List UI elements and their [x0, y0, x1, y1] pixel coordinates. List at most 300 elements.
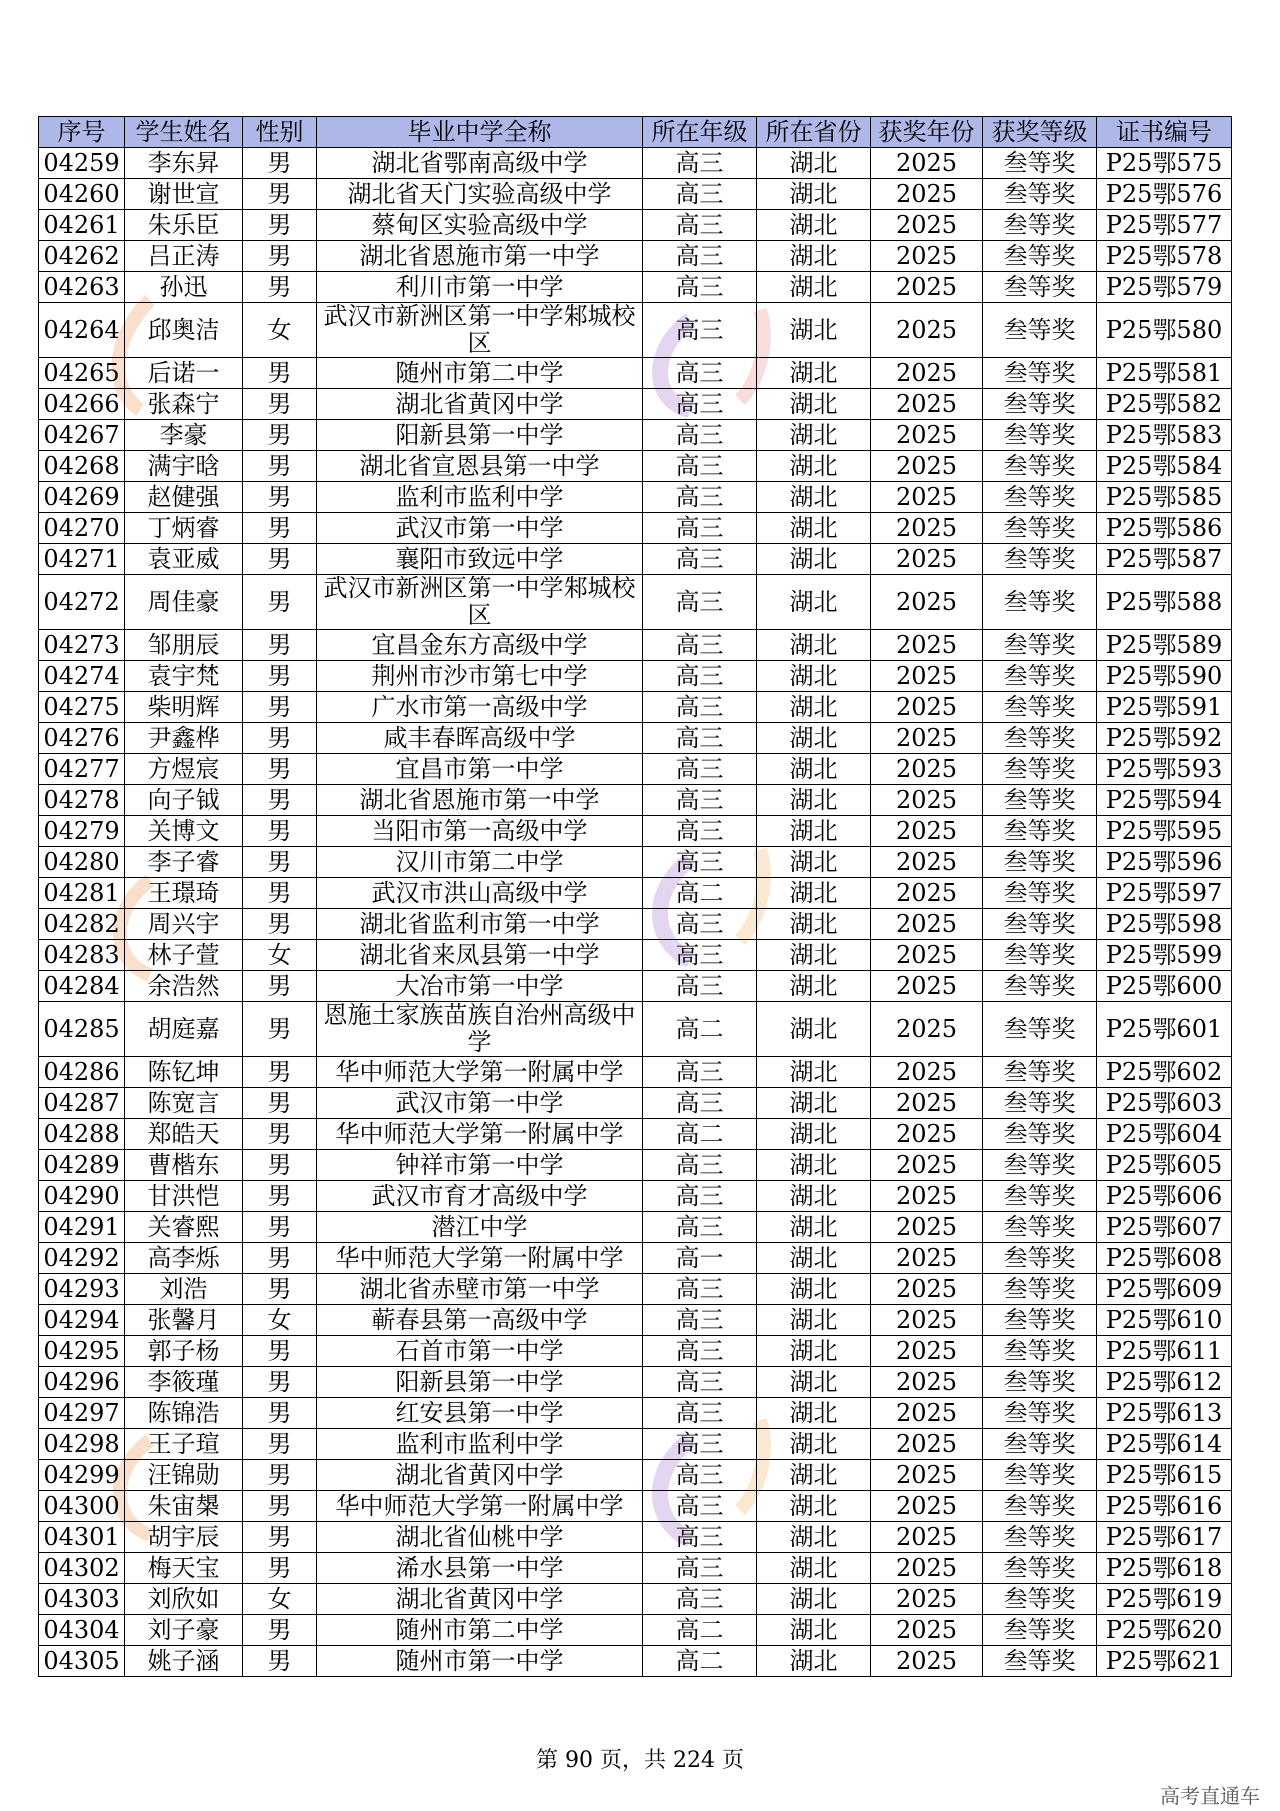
table-cell: 男 [243, 1522, 317, 1553]
table-cell: 高三 [643, 630, 757, 661]
table-cell: 监利市监利中学 [317, 482, 643, 513]
table-cell: 孙迅 [125, 272, 243, 303]
table-row [39, 1584, 1232, 1615]
table-cell: P25鄂586 [1097, 513, 1232, 544]
table-cell: P25鄂579 [1097, 272, 1232, 303]
table-cell: 高三 [643, 971, 757, 1002]
table-cell: 04279 [39, 816, 125, 847]
table-cell: 湖北 [757, 241, 871, 272]
table-cell: P25鄂598 [1097, 909, 1232, 940]
table-cell: 武汉市第一中学 [317, 513, 643, 544]
table-cell: 2025 [871, 971, 983, 1002]
table-cell: P25鄂581 [1097, 358, 1232, 389]
table-row [39, 1305, 1232, 1336]
table-cell: 湖北 [757, 451, 871, 482]
table-cell: P25鄂605 [1097, 1150, 1232, 1181]
table-cell: 男 [243, 1119, 317, 1150]
table-cell: P25鄂592 [1097, 723, 1232, 754]
table-cell: 04292 [39, 1243, 125, 1274]
table-cell: 04299 [39, 1460, 125, 1491]
table-cell: 2025 [871, 1243, 983, 1274]
table-row [39, 1181, 1232, 1212]
table-cell: 叁等奖 [983, 1150, 1097, 1181]
table-cell: P25鄂609 [1097, 1274, 1232, 1305]
table-cell: 叁等奖 [983, 909, 1097, 940]
table-row [39, 1002, 1232, 1057]
table-cell: 04270 [39, 513, 125, 544]
table-cell: 湖北 [757, 1088, 871, 1119]
table-cell: 叁等奖 [983, 630, 1097, 661]
table-cell: 2025 [871, 661, 983, 692]
table-cell: P25鄂607 [1097, 1212, 1232, 1243]
table-cell: 湖北 [757, 816, 871, 847]
table-cell: 湖北 [757, 1553, 871, 1584]
table-cell: 男 [243, 1181, 317, 1212]
table-cell: 04282 [39, 909, 125, 940]
table-cell: 高二 [643, 1646, 757, 1677]
column-header: 证书编号 [1097, 117, 1232, 148]
table-cell: 04296 [39, 1367, 125, 1398]
table-cell: 2025 [871, 272, 983, 303]
table-cell: P25鄂577 [1097, 210, 1232, 241]
table-cell: 04293 [39, 1274, 125, 1305]
table-cell: 04267 [39, 420, 125, 451]
column-header: 获奖年份 [871, 117, 983, 148]
table-row [39, 148, 1232, 179]
table-cell: 2025 [871, 692, 983, 723]
table-cell: 湖北 [757, 661, 871, 692]
table-cell: 高三 [643, 692, 757, 723]
table-cell: 04287 [39, 1088, 125, 1119]
table-cell: P25鄂593 [1097, 754, 1232, 785]
table-cell: 叁等奖 [983, 1057, 1097, 1088]
table-cell: 2025 [871, 1553, 983, 1584]
table-cell: 高三 [643, 1367, 757, 1398]
table-cell: 04274 [39, 661, 125, 692]
table-row [39, 1212, 1232, 1243]
table-cell: 04277 [39, 754, 125, 785]
table-row [39, 1491, 1232, 1522]
table-cell: 叁等奖 [983, 241, 1097, 272]
table-cell: 高三 [643, 754, 757, 785]
table-cell: 胡宇辰 [125, 1522, 243, 1553]
table-cell: 湖北 [757, 1057, 871, 1088]
table-cell: 赵健强 [125, 482, 243, 513]
table-cell: 湖北 [757, 210, 871, 241]
table-cell: P25鄂575 [1097, 148, 1232, 179]
table-cell: 湖北 [757, 1212, 871, 1243]
table-cell: 湖北 [757, 544, 871, 575]
table-cell: 叁等奖 [983, 148, 1097, 179]
table-cell: 男 [243, 482, 317, 513]
table-cell: 刘欣如 [125, 1584, 243, 1615]
table-row [39, 723, 1232, 754]
table-cell: 高三 [643, 1150, 757, 1181]
table-cell: 高二 [643, 1119, 757, 1150]
table-row [39, 1398, 1232, 1429]
table-cell: 高三 [643, 513, 757, 544]
table-cell: 荆州市沙市第七中学 [317, 661, 643, 692]
table-cell: 高三 [643, 389, 757, 420]
table-cell: 04290 [39, 1181, 125, 1212]
table-cell: P25鄂616 [1097, 1491, 1232, 1522]
award-table [38, 116, 1232, 1677]
table-cell: 男 [243, 544, 317, 575]
table-cell: 04295 [39, 1336, 125, 1367]
table-cell: 湖北 [757, 878, 871, 909]
table-cell: 男 [243, 1274, 317, 1305]
table-cell: 宜昌金东方高级中学 [317, 630, 643, 661]
table-cell: 刘浩 [125, 1274, 243, 1305]
table-cell: 2025 [871, 358, 983, 389]
table-cell: 随州市第一中学 [317, 1646, 643, 1677]
table-cell: 湖北 [757, 630, 871, 661]
table-cell: 湖北 [757, 179, 871, 210]
table-cell: 叁等奖 [983, 971, 1097, 1002]
table-cell: P25鄂602 [1097, 1057, 1232, 1088]
table-cell: 高三 [643, 148, 757, 179]
table-row [39, 1460, 1232, 1491]
table-cell: 高三 [643, 1305, 757, 1336]
table-cell: 湖北省恩施市第一中学 [317, 241, 643, 272]
table-cell: 王璟琦 [125, 878, 243, 909]
table-cell: 湖北 [757, 1429, 871, 1460]
table-cell: 04272 [39, 575, 125, 630]
table-cell: 2025 [871, 1367, 983, 1398]
table-cell: 湖北 [757, 1367, 871, 1398]
table-cell: 04275 [39, 692, 125, 723]
table-cell: 高三 [643, 1553, 757, 1584]
table-cell: 2025 [871, 1305, 983, 1336]
table-cell: 李筱瑾 [125, 1367, 243, 1398]
table-cell: 04291 [39, 1212, 125, 1243]
page-number: 第 90 页，共 224 页 [536, 1748, 744, 1773]
table-cell: 湖北 [757, 358, 871, 389]
table-cell: 04305 [39, 1646, 125, 1677]
table-cell: 2025 [871, 420, 983, 451]
table-cell: 华中师范大学第一附属中学 [317, 1491, 643, 1522]
table-cell: 男 [243, 878, 317, 909]
table-cell: 04278 [39, 785, 125, 816]
table-row [39, 513, 1232, 544]
table-cell: P25鄂618 [1097, 1553, 1232, 1584]
table-cell: 叁等奖 [983, 785, 1097, 816]
table-cell: 高三 [643, 1460, 757, 1491]
table-cell: 2025 [871, 389, 983, 420]
table-cell: 2025 [871, 210, 983, 241]
table-cell: 叁等奖 [983, 1460, 1097, 1491]
table-row [39, 1553, 1232, 1584]
table-cell: 2025 [871, 1088, 983, 1119]
table-cell: 叁等奖 [983, 1243, 1097, 1274]
column-header: 所在年级 [643, 117, 757, 148]
column-header: 性别 [243, 117, 317, 148]
table-cell: 湖北 [757, 303, 871, 358]
table-cell: 叁等奖 [983, 1646, 1097, 1677]
table-cell: 2025 [871, 1150, 983, 1181]
brand-watermark: 高考直通车 [1160, 1784, 1260, 1808]
table-cell: 阳新县第一中学 [317, 420, 643, 451]
table-cell: 钟祥市第一中学 [317, 1150, 643, 1181]
table-cell: 湖北 [757, 1274, 871, 1305]
table-cell: 关睿熙 [125, 1212, 243, 1243]
table-cell: P25鄂595 [1097, 816, 1232, 847]
table-row [39, 1615, 1232, 1646]
table-body [39, 148, 1232, 1677]
table-row [39, 940, 1232, 971]
table-cell: 湖北省黄冈中学 [317, 1584, 643, 1615]
table-cell: 湖北省监利市第一中学 [317, 909, 643, 940]
table-cell: 高三 [643, 785, 757, 816]
table-cell: 阳新县第一中学 [317, 1367, 643, 1398]
table-row [39, 451, 1232, 482]
table-cell: 湖北 [757, 389, 871, 420]
table-cell: 甘洪恺 [125, 1181, 243, 1212]
table-cell: 04259 [39, 148, 125, 179]
table-cell: 高二 [643, 1615, 757, 1646]
table-cell: 湖北省恩施市第一中学 [317, 785, 643, 816]
column-header: 所在省份 [757, 117, 871, 148]
table-cell: 湖北 [757, 1150, 871, 1181]
table-cell: 湖北 [757, 513, 871, 544]
table-row [39, 754, 1232, 785]
table-cell: 男 [243, 1088, 317, 1119]
table-cell: P25鄂585 [1097, 482, 1232, 513]
table-cell: 陈宽言 [125, 1088, 243, 1119]
table-row [39, 785, 1232, 816]
table-cell: 叁等奖 [983, 847, 1097, 878]
table-cell: P25鄂603 [1097, 1088, 1232, 1119]
table-cell: 04280 [39, 847, 125, 878]
table-cell: 湖北 [757, 1491, 871, 1522]
table-cell: 石首市第一中学 [317, 1336, 643, 1367]
table-cell: 高二 [643, 878, 757, 909]
table-cell: 高三 [643, 1398, 757, 1429]
table-cell: 男 [243, 420, 317, 451]
table-cell: 高三 [643, 909, 757, 940]
table-cell: 叁等奖 [983, 513, 1097, 544]
table-cell: 男 [243, 389, 317, 420]
table-row [39, 692, 1232, 723]
table-cell: 男 [243, 1646, 317, 1677]
table-cell: 2025 [871, 1584, 983, 1615]
table-cell: 胡庭嘉 [125, 1002, 243, 1057]
table-cell: 潜江中学 [317, 1212, 643, 1243]
table-row [39, 1429, 1232, 1460]
table-cell: 2025 [871, 1429, 983, 1460]
table-cell: 男 [243, 358, 317, 389]
table-cell: P25鄂613 [1097, 1398, 1232, 1429]
table-cell: 蔡甸区实验高级中学 [317, 210, 643, 241]
table-cell: P25鄂617 [1097, 1522, 1232, 1553]
table-cell: 04302 [39, 1553, 125, 1584]
table-cell: 叁等奖 [983, 1002, 1097, 1057]
table-cell: 04262 [39, 241, 125, 272]
table-cell: 女 [243, 303, 317, 358]
table-cell: 高三 [643, 816, 757, 847]
table-cell: 2025 [871, 544, 983, 575]
table-cell: 李东昇 [125, 148, 243, 179]
table-cell: 2025 [871, 179, 983, 210]
table-row [39, 1150, 1232, 1181]
table-row [39, 971, 1232, 1002]
table-cell: 男 [243, 847, 317, 878]
table-cell: 叁等奖 [983, 723, 1097, 754]
table-cell: P25鄂619 [1097, 1584, 1232, 1615]
table-cell: P25鄂576 [1097, 179, 1232, 210]
table-cell: 04266 [39, 389, 125, 420]
table-cell: 叁等奖 [983, 816, 1097, 847]
table-cell: P25鄂587 [1097, 544, 1232, 575]
table-cell: 高三 [643, 661, 757, 692]
table-cell: 叁等奖 [983, 482, 1097, 513]
table-cell: 男 [243, 1336, 317, 1367]
column-header: 获奖等级 [983, 117, 1097, 148]
table-cell: 叁等奖 [983, 1088, 1097, 1119]
table-cell: 高三 [643, 241, 757, 272]
table-row [39, 816, 1232, 847]
table-row [39, 575, 1232, 630]
table-cell: 随州市第二中学 [317, 1615, 643, 1646]
table-cell: 湖北 [757, 1243, 871, 1274]
table-cell: 高三 [643, 1522, 757, 1553]
table-cell: 向子钺 [125, 785, 243, 816]
table-cell: 华中师范大学第一附属中学 [317, 1243, 643, 1274]
table-cell: 2025 [871, 575, 983, 630]
table-cell: P25鄂610 [1097, 1305, 1232, 1336]
table-cell: 04273 [39, 630, 125, 661]
table-cell: 湖北 [757, 785, 871, 816]
table-row [39, 420, 1232, 451]
table-cell: 男 [243, 1150, 317, 1181]
table-cell: 叁等奖 [983, 692, 1097, 723]
table-cell: 04284 [39, 971, 125, 1002]
table-cell: 叁等奖 [983, 575, 1097, 630]
table-cell: 湖北省赤壁市第一中学 [317, 1274, 643, 1305]
table-row [39, 909, 1232, 940]
table-cell: 叁等奖 [983, 358, 1097, 389]
table-cell: 武汉市新洲区第一中学邾城校区 [317, 303, 643, 358]
table-cell: 叁等奖 [983, 754, 1097, 785]
table-cell: 男 [243, 1057, 317, 1088]
table-cell: 2025 [871, 878, 983, 909]
table-cell: 04289 [39, 1150, 125, 1181]
table-cell: 恩施土家族苗族自治州高级中学 [317, 1002, 643, 1057]
table-cell: P25鄂614 [1097, 1429, 1232, 1460]
table-cell: 高三 [643, 1181, 757, 1212]
table-cell: 2025 [871, 1002, 983, 1057]
table-cell: 方煜宸 [125, 754, 243, 785]
table-row [39, 1522, 1232, 1553]
table-cell: 高二 [643, 1002, 757, 1057]
table-cell: 邹朋辰 [125, 630, 243, 661]
table-cell: 04297 [39, 1398, 125, 1429]
table-cell: 利川市第一中学 [317, 272, 643, 303]
table-cell: 叁等奖 [983, 420, 1097, 451]
table-cell: 2025 [871, 1522, 983, 1553]
table-cell: 蕲春县第一高级中学 [317, 1305, 643, 1336]
table-cell: 湖北 [757, 148, 871, 179]
table-cell: P25鄂608 [1097, 1243, 1232, 1274]
table-cell: 华中师范大学第一附属中学 [317, 1057, 643, 1088]
table-row [39, 1646, 1232, 1677]
table-cell: 男 [243, 1429, 317, 1460]
table-cell: P25鄂611 [1097, 1336, 1232, 1367]
table-cell: 高三 [643, 420, 757, 451]
table-cell: P25鄂596 [1097, 847, 1232, 878]
table-cell: 高三 [643, 1336, 757, 1367]
table-row [39, 482, 1232, 513]
table-cell: 2025 [871, 847, 983, 878]
table-cell: P25鄂601 [1097, 1002, 1232, 1057]
table-cell: 2025 [871, 1398, 983, 1429]
table-cell: 04269 [39, 482, 125, 513]
table-cell: 04294 [39, 1305, 125, 1336]
table-cell: 袁亚威 [125, 544, 243, 575]
table-cell: P25鄂588 [1097, 575, 1232, 630]
table-cell: 郭子杨 [125, 1336, 243, 1367]
table-row [39, 358, 1232, 389]
table-cell: 湖北 [757, 1615, 871, 1646]
table-cell: 男 [243, 971, 317, 1002]
table-cell: 湖北 [757, 1181, 871, 1212]
table-cell: 郑皓天 [125, 1119, 243, 1150]
table-cell: 叁等奖 [983, 1336, 1097, 1367]
table-cell: P25鄂591 [1097, 692, 1232, 723]
table-cell: 高三 [643, 847, 757, 878]
table-cell: P25鄂621 [1097, 1646, 1232, 1677]
table-cell: 关博文 [125, 816, 243, 847]
table-cell: 湖北省黄冈中学 [317, 389, 643, 420]
table-cell: 高三 [643, 1088, 757, 1119]
table-cell: 武汉市新洲区第一中学邾城校区 [317, 575, 643, 630]
table-cell: 04268 [39, 451, 125, 482]
table-cell: 湖北省天门实验高级中学 [317, 179, 643, 210]
table-cell: 咸丰春晖高级中学 [317, 723, 643, 754]
table-cell: 高三 [643, 210, 757, 241]
table-cell: 叁等奖 [983, 661, 1097, 692]
table-cell: 男 [243, 909, 317, 940]
table-cell: 2025 [871, 1119, 983, 1150]
table-cell: 邱奥洁 [125, 303, 243, 358]
table-cell: 叁等奖 [983, 451, 1097, 482]
table-cell: 高一 [643, 1243, 757, 1274]
table-row [39, 878, 1232, 909]
table-cell: 监利市监利中学 [317, 1429, 643, 1460]
table-cell: 叁等奖 [983, 940, 1097, 971]
table-cell: 红安县第一中学 [317, 1398, 643, 1429]
table-cell: 2025 [871, 1460, 983, 1491]
table-cell: 男 [243, 210, 317, 241]
table-cell: 叁等奖 [983, 1553, 1097, 1584]
table-cell: 袁宇梵 [125, 661, 243, 692]
table-cell: P25鄂582 [1097, 389, 1232, 420]
table-cell: 2025 [871, 754, 983, 785]
table-cell: 陈钇坤 [125, 1057, 243, 1088]
table-cell: 男 [243, 1460, 317, 1491]
table-cell: 丁炳睿 [125, 513, 243, 544]
table-cell: 女 [243, 940, 317, 971]
table-cell: P25鄂620 [1097, 1615, 1232, 1646]
table-row [39, 1088, 1232, 1119]
table-cell: 04286 [39, 1057, 125, 1088]
table-row [39, 847, 1232, 878]
table-cell: 高三 [643, 544, 757, 575]
table-cell: 湖北省来凤县第一中学 [317, 940, 643, 971]
table-cell: 叁等奖 [983, 1181, 1097, 1212]
table-cell: 男 [243, 272, 317, 303]
table-cell: 高三 [643, 482, 757, 513]
